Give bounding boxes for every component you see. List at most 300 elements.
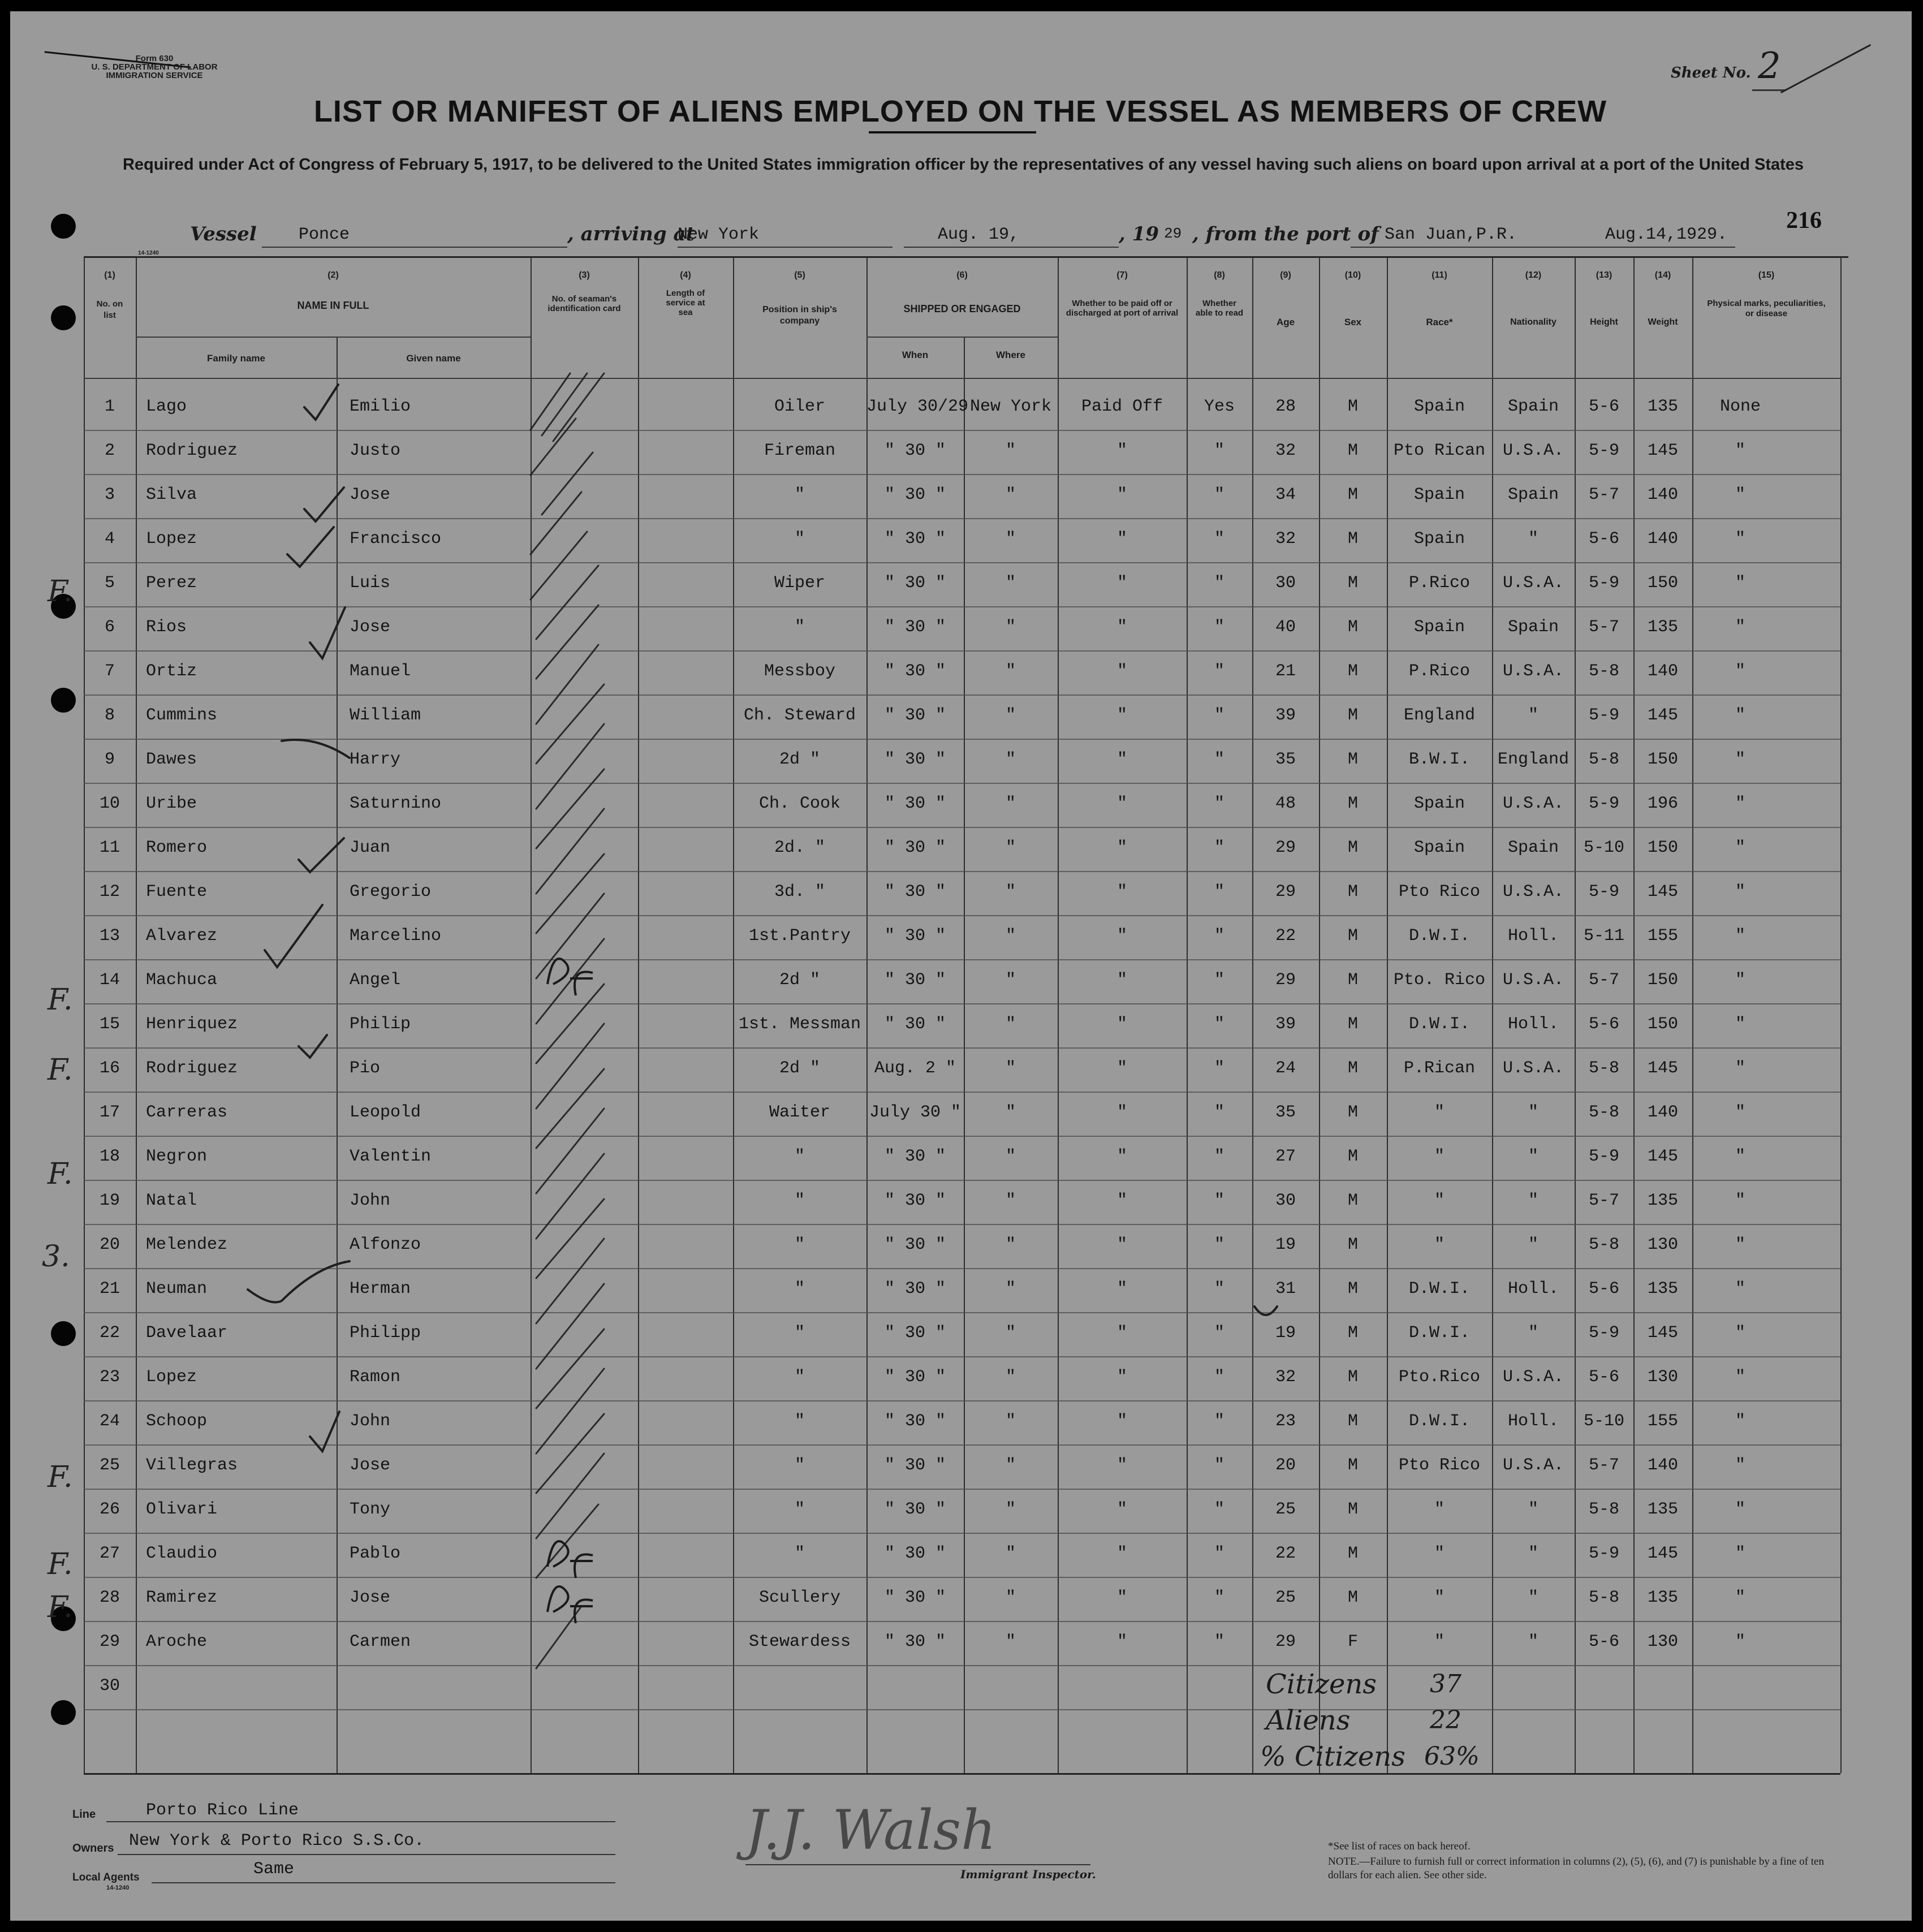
col-3-number: (3) (579, 270, 590, 280)
shipped-where-cell: " (1005, 618, 1016, 637)
row-number: 7 (104, 662, 115, 681)
nationality-cell: U.S.A. (1502, 794, 1564, 813)
weight-cell: 145 (1647, 882, 1678, 902)
height-cell: 5-9 (1588, 882, 1619, 902)
physical-marks-cell: " (1735, 618, 1745, 637)
shipped-where-cell: " (1005, 529, 1016, 549)
race-cell: D.W.I. (1408, 1323, 1471, 1343)
sex-cell: M (1347, 485, 1358, 504)
height-cell: 5-11 (1583, 926, 1624, 946)
physical-marks-cell: " (1735, 573, 1745, 593)
family-name-cell: Villegras (146, 1456, 238, 1475)
able-to-read-cell: " (1214, 1015, 1224, 1034)
form-number: Form 630 (135, 54, 174, 63)
row-number: 22 (99, 1323, 120, 1343)
height-cell: 5-9 (1588, 441, 1619, 460)
sex-cell: M (1347, 1059, 1358, 1078)
able-to-read-cell: " (1214, 1059, 1224, 1078)
underline (118, 1854, 615, 1855)
race-cell: Pto. Rico (1393, 971, 1486, 990)
family-name-cell: Dawes (146, 750, 197, 769)
race-cell: " (1434, 1191, 1445, 1210)
weight-cell: 135 (1647, 397, 1678, 416)
position-cell: Ch. Cook (758, 794, 841, 813)
able-to-read-cell: " (1214, 750, 1224, 769)
family-name-cell: Davelaar (146, 1323, 228, 1343)
height-cell: 5-6 (1588, 1279, 1619, 1299)
physical-marks-cell: " (1735, 1456, 1745, 1475)
age-cell: 22 (1275, 1544, 1296, 1563)
shipped-when-cell: " 30 " (884, 971, 946, 990)
race-cell: " (1434, 1544, 1445, 1563)
shipped-when-cell: " 30 " (884, 1191, 946, 1210)
col-2-header: NAME IN FULL (297, 300, 369, 311)
age-cell: 21 (1275, 662, 1296, 681)
nationality-cell: U.S.A. (1502, 1456, 1564, 1475)
row-number: 26 (99, 1500, 120, 1519)
row-number: 23 (99, 1368, 120, 1387)
form-code: 14-1240 (138, 250, 159, 256)
arrival-date: Aug. 19, (938, 225, 1020, 244)
paid-off-cell: " (1116, 1500, 1127, 1519)
family-name-cell: Silva (146, 485, 197, 504)
stamp-number: 216 (1786, 208, 1822, 234)
given-name-header: Given name (406, 353, 461, 364)
position-cell: 3d. " (774, 882, 825, 902)
shipped-when-cell: Aug. 2 " (874, 1059, 956, 1078)
race-cell: Pto Rico (1398, 1456, 1481, 1475)
sex-cell: M (1347, 529, 1358, 549)
sex-cell: M (1347, 1279, 1358, 1299)
shipped-when-cell: " 30 " (884, 1456, 946, 1475)
row-number: 6 (104, 618, 115, 637)
row-number: 18 (99, 1147, 120, 1166)
physical-marks-cell: " (1735, 1588, 1745, 1607)
race-cell: Spain (1413, 794, 1465, 813)
age-cell: 24 (1275, 1059, 1296, 1078)
nationality-cell: " (1528, 1588, 1538, 1607)
shipped-when-cell: " 30 " (884, 926, 946, 946)
aliens-label: Aliens (1266, 1705, 1351, 1736)
sex-cell: M (1347, 1588, 1358, 1607)
position-cell: Wiper (774, 573, 825, 593)
margin-mark-f: F. (48, 575, 73, 609)
sex-cell: M (1347, 1015, 1358, 1034)
col-15-header: Physical marks, peculiarities, or disease (1707, 299, 1826, 318)
age-cell: 32 (1275, 441, 1296, 460)
age-cell: 31 (1275, 1279, 1296, 1299)
shipped-where-cell: " (1005, 794, 1016, 813)
paid-off-cell: " (1116, 1015, 1127, 1034)
height-cell: 5-8 (1588, 750, 1619, 769)
race-cell: Pto Rican (1393, 441, 1486, 460)
paid-off-cell: " (1116, 1147, 1127, 1166)
given-name-cell: Jose (350, 1588, 391, 1607)
height-cell: 5-7 (1588, 1456, 1619, 1475)
age-cell: 34 (1275, 485, 1296, 504)
race-cell: " (1434, 1500, 1445, 1519)
family-name-cell: Claudio (146, 1544, 218, 1563)
shipped-when-cell: " 30 " (884, 1279, 946, 1299)
family-name-cell: Melendez (146, 1235, 228, 1254)
able-to-read-cell: " (1214, 1368, 1224, 1387)
nationality-cell: U.S.A. (1502, 441, 1564, 460)
paid-off-cell: " (1116, 1235, 1127, 1254)
age-cell: 39 (1275, 1015, 1296, 1034)
weight-cell: 150 (1647, 1015, 1678, 1034)
age-cell: 25 (1275, 1500, 1296, 1519)
given-name-cell: Valentin (350, 1147, 432, 1166)
sex-cell: F (1347, 1632, 1358, 1651)
underline (745, 1864, 1090, 1865)
weight-cell: 150 (1647, 573, 1678, 593)
age-cell: 19 (1275, 1235, 1296, 1254)
shipped-when-cell: " 30 " (884, 838, 946, 857)
able-to-read-cell: " (1214, 1500, 1224, 1519)
paid-off-cell: " (1116, 838, 1127, 857)
shipped-when-cell: " 30 " (884, 441, 946, 460)
nationality-cell: " (1528, 1147, 1538, 1166)
family-name-cell: Perez (146, 573, 197, 593)
able-to-read-cell: " (1214, 1632, 1224, 1651)
physical-marks-cell: " (1735, 485, 1745, 504)
sex-cell: M (1347, 1323, 1358, 1343)
nationality-cell: Spain (1507, 838, 1559, 857)
weight-cell: 140 (1647, 529, 1678, 549)
col-13-number: (13) (1596, 270, 1612, 280)
weight-cell: 145 (1647, 441, 1678, 460)
age-cell: 23 (1275, 1412, 1296, 1431)
family-name-cell: Lopez (146, 1368, 197, 1387)
row-number: 11 (99, 838, 120, 857)
able-to-read-cell: Yes (1204, 397, 1235, 416)
able-to-read-cell: " (1214, 618, 1224, 637)
paid-off-cell: " (1116, 529, 1127, 549)
able-to-read-cell: " (1214, 1588, 1224, 1607)
position-cell: 2d " (779, 971, 820, 990)
percent-value: 63% (1424, 1742, 1480, 1771)
paid-off-cell: " (1116, 1456, 1127, 1475)
row-number: 29 (99, 1632, 120, 1651)
shipped-where-cell: " (1005, 1456, 1016, 1475)
margin-mark-f: F. (48, 983, 73, 1017)
paid-off-cell: " (1116, 1368, 1127, 1387)
physical-marks-cell: " (1735, 838, 1745, 857)
shipped-when-cell: " 30 " (884, 1500, 946, 1519)
nationality-cell: Spain (1507, 397, 1559, 416)
col-9-header: Age (1276, 317, 1295, 327)
race-cell: " (1434, 1235, 1445, 1254)
weight-cell: 135 (1647, 1588, 1678, 1607)
subtitle: Required under Act of Congress of February 5, 1917, to be delivered to the United States immigration officer by the representatives of any vessel having such aliens on board upon arrival at a port of the United States (122, 156, 1804, 174)
sex-cell: M (1347, 750, 1358, 769)
shipped-where-cell: " (1005, 441, 1016, 460)
aliens-count: 22 (1430, 1706, 1461, 1735)
year: 29 (1164, 225, 1182, 242)
physical-marks-cell: " (1735, 794, 1745, 813)
family-name-cell: Ortiz (146, 662, 197, 681)
shipped-when-cell: " 30 " (884, 882, 946, 902)
row-number: 5 (104, 573, 115, 593)
underline (152, 1882, 615, 1883)
owners-label: Owners (72, 1842, 114, 1855)
height-cell: 5-9 (1588, 1323, 1619, 1343)
given-name-cell: Herman (350, 1279, 411, 1299)
weight-cell: 150 (1647, 750, 1678, 769)
weight-cell: 140 (1647, 1456, 1678, 1475)
weight-cell: 135 (1647, 618, 1678, 637)
age-cell: 30 (1275, 1191, 1296, 1210)
shipped-where-cell: " (1005, 573, 1016, 593)
paid-off-cell: " (1116, 1323, 1127, 1343)
shipped-when-cell: " 30 " (884, 1588, 946, 1607)
age-cell: 35 (1275, 750, 1296, 769)
family-name-cell: Neuman (146, 1279, 208, 1299)
race-cell: P.Rican (1403, 1059, 1476, 1078)
sex-cell: M (1347, 397, 1358, 416)
position-cell: " (794, 1544, 805, 1563)
col-10-number: (10) (1344, 270, 1361, 280)
shipped-when-cell: " 30 " (884, 706, 946, 725)
given-name-cell: Philipp (350, 1323, 421, 1343)
height-cell: 5-9 (1588, 706, 1619, 725)
margin-mark-f: F. (48, 1053, 73, 1087)
position-cell: " (794, 1147, 805, 1166)
weight-cell: 130 (1647, 1632, 1678, 1651)
age-cell: 20 (1275, 1456, 1296, 1475)
family-name-cell: Aroche (146, 1632, 208, 1651)
given-name-cell: John (350, 1191, 391, 1210)
physical-marks-cell: " (1735, 1323, 1745, 1343)
shipped-where-cell: " (1005, 1500, 1016, 1519)
family-name-cell: Rios (146, 618, 187, 637)
row-number: 30 (99, 1676, 120, 1696)
shipped-when-cell: " 30 " (884, 1147, 946, 1166)
race-cell: " (1434, 1147, 1445, 1166)
given-name-cell: Juan (350, 838, 391, 857)
agents-label: Local Agents (72, 1871, 140, 1883)
able-to-read-cell: " (1214, 441, 1224, 460)
shipped-where-cell: " (1005, 1279, 1016, 1299)
family-name-cell: Machuca (146, 971, 218, 990)
row-number: 12 (99, 882, 120, 902)
able-to-read-cell: " (1214, 662, 1224, 681)
row-number: 28 (99, 1588, 120, 1607)
given-name-cell: Pio (350, 1059, 381, 1078)
age-cell: 29 (1275, 882, 1296, 902)
col-1-number: (1) (104, 270, 115, 280)
row-number: 21 (99, 1279, 120, 1299)
page-title: LIST OR MANIFEST OF ALIENS EMPLOYED ON THE VESSEL AS MEMBERS OF CREW (313, 94, 1607, 128)
shipped-where-cell: " (1005, 1103, 1016, 1122)
weight-cell: 196 (1647, 794, 1678, 813)
nationality-cell: " (1528, 1500, 1538, 1519)
weight-cell: 140 (1647, 485, 1678, 504)
able-to-read-cell: " (1214, 1544, 1224, 1563)
paid-off-cell: " (1116, 1103, 1127, 1122)
shipped-when-cell: " 30 " (884, 485, 946, 504)
row-number: 9 (104, 750, 115, 769)
nationality-cell: Holl. (1507, 1015, 1559, 1034)
race-cell: B.W.I. (1408, 750, 1471, 769)
shipped-where-cell: " (1005, 1235, 1016, 1254)
col-3-header: No. of seaman's identification card (547, 294, 621, 313)
shipped-where-cell: " (1005, 1059, 1016, 1078)
given-name-cell: Manuel (350, 662, 411, 681)
row-number: 24 (99, 1412, 120, 1431)
physical-marks-cell: " (1735, 1412, 1745, 1431)
family-name-cell: Ramirez (146, 1588, 218, 1607)
row-number: 4 (104, 529, 115, 549)
height-cell: 5-9 (1588, 1544, 1619, 1563)
position-cell: " (794, 1412, 805, 1431)
paid-off-cell: " (1116, 573, 1127, 593)
penalty-note: NOTE.—Failure to furnish full or correct information in columns (2), (5), (6), and (7) is punishable by a fine of ten dollars for each alien. See other side. (1328, 1856, 1824, 1881)
shipped-when-cell: " 30 " (884, 1015, 946, 1034)
paid-off-cell: " (1116, 662, 1127, 681)
line-label: Line (72, 1808, 96, 1821)
age-cell: 29 (1275, 971, 1296, 990)
manifest-sheet (10, 11, 1912, 1921)
row-number: 2 (104, 441, 115, 460)
weight-cell: 145 (1647, 1544, 1678, 1563)
paid-off-cell: " (1116, 971, 1127, 990)
family-name-cell: Cummins (146, 706, 218, 725)
citizen-tally (1254, 1668, 1537, 1782)
race-cell: England (1403, 706, 1476, 725)
shipped-when-cell: " 30 " (884, 1368, 946, 1387)
col-7-header: Whether to be paid off or discharged at port of arrival (1066, 299, 1179, 318)
family-name-cell: Lago (146, 397, 187, 416)
position-cell: " (794, 485, 805, 504)
paid-off-cell: " (1116, 1191, 1127, 1210)
age-cell: 32 (1275, 529, 1296, 549)
departure-date: Aug.14,1929. (1605, 225, 1728, 244)
given-name-cell: Saturnino (350, 794, 442, 813)
nationality-cell: Holl. (1507, 1279, 1559, 1299)
able-to-read-cell: " (1214, 882, 1224, 902)
when-header: When (902, 350, 929, 360)
sex-cell: M (1347, 882, 1358, 902)
paid-off-cell: " (1116, 1279, 1127, 1299)
position-cell: Stewardess (748, 1632, 851, 1651)
sex-cell: M (1347, 794, 1358, 813)
physical-marks-cell: " (1735, 662, 1745, 681)
nationality-cell: " (1528, 1191, 1538, 1210)
shipped-when-cell: " 30 " (884, 1412, 946, 1431)
col-12-number: (12) (1525, 270, 1542, 280)
margin-mark-f: F. (48, 1590, 73, 1624)
weight-cell: 145 (1647, 706, 1678, 725)
height-cell: 5-10 (1583, 838, 1624, 857)
given-name-cell: Leopold (350, 1103, 421, 1122)
family-name-cell: Lopez (146, 529, 197, 549)
physical-marks-cell: " (1735, 750, 1745, 769)
sex-cell: M (1347, 1147, 1358, 1166)
races-note: *See list of races on back hereof. (1328, 1840, 1471, 1852)
given-name-cell: Harry (350, 750, 401, 769)
height-cell: 5-6 (1588, 529, 1619, 549)
position-cell: " (794, 1368, 805, 1387)
position-cell: 2d " (779, 1059, 820, 1078)
paid-off-cell: " (1116, 1588, 1127, 1607)
arriving-port: New York (678, 225, 760, 244)
able-to-read-cell: " (1214, 485, 1224, 504)
race-cell: Pto.Rico (1398, 1368, 1481, 1387)
able-to-read-cell: " (1214, 1456, 1224, 1475)
given-name-cell: Ramon (350, 1368, 401, 1387)
nationality-cell: Holl. (1507, 1412, 1559, 1431)
age-cell: 32 (1275, 1368, 1296, 1387)
given-name-cell: William (350, 706, 421, 725)
physical-marks-cell: " (1735, 1059, 1745, 1078)
shipped-where-cell: " (1005, 971, 1016, 990)
row-number: 8 (104, 706, 115, 725)
race-cell: Spain (1413, 618, 1465, 637)
from-port: San Juan,P.R. (1385, 225, 1517, 244)
sex-cell: M (1347, 1544, 1358, 1563)
age-cell: 29 (1275, 838, 1296, 857)
row-number: 16 (99, 1059, 120, 1078)
position-cell: " (794, 1323, 805, 1343)
physical-marks-cell: " (1735, 1279, 1745, 1299)
age-cell: 22 (1275, 926, 1296, 946)
vessel-name: Ponce (299, 225, 350, 244)
shipped-where-cell: " (1005, 1544, 1016, 1563)
race-cell: " (1434, 1588, 1445, 1607)
department-name: U. S. DEPARTMENT OF LABOR (91, 62, 218, 72)
given-name-cell: Jose (350, 1456, 391, 1475)
given-name-cell: Alfonzo (350, 1235, 421, 1254)
margin-mark-f: F. (48, 1460, 73, 1494)
shipped-where-cell: " (1005, 1147, 1016, 1166)
race-cell: P.Rico (1408, 573, 1471, 593)
shipped-when-cell: " 30 " (884, 573, 946, 593)
paid-off-cell: " (1116, 1632, 1127, 1651)
height-cell: 5-8 (1588, 662, 1619, 681)
paid-off-cell: " (1116, 1412, 1127, 1431)
age-cell: 19 (1275, 1323, 1296, 1343)
owners-value: New York & Porto Rico S.S.Co. (129, 1831, 425, 1851)
race-cell: Pto Rico (1398, 882, 1481, 902)
sex-cell: M (1347, 441, 1358, 460)
agents-code: 14-1240 (106, 1884, 130, 1891)
weight-cell: 145 (1647, 1059, 1678, 1078)
physical-marks-cell: " (1735, 1147, 1745, 1166)
arriving-label: , arriving at (567, 223, 695, 245)
given-name-cell: Angel (350, 971, 401, 990)
height-cell: 5-8 (1588, 1588, 1619, 1607)
paid-off-cell: " (1116, 794, 1127, 813)
col-6-number: (6) (956, 270, 968, 280)
age-cell: 28 (1275, 397, 1296, 416)
able-to-read-cell: " (1214, 529, 1224, 549)
position-cell: " (794, 1456, 805, 1475)
sex-cell: M (1347, 1500, 1358, 1519)
able-to-read-cell: " (1214, 926, 1224, 946)
race-cell: Spain (1413, 485, 1465, 504)
physical-marks-cell: " (1735, 1191, 1745, 1210)
col-4-header: Length of service at sea (666, 288, 705, 317)
height-cell: 5-6 (1588, 1368, 1619, 1387)
position-cell: Scullery (758, 1588, 841, 1607)
height-cell: 5-8 (1588, 1103, 1619, 1122)
shipped-when-cell: " 30 " (884, 1323, 946, 1343)
citizens-count: 37 (1430, 1670, 1461, 1698)
margin-mark-f: F. (48, 1157, 73, 1191)
nationality-cell: " (1528, 529, 1538, 549)
nationality-cell: Holl. (1507, 926, 1559, 946)
